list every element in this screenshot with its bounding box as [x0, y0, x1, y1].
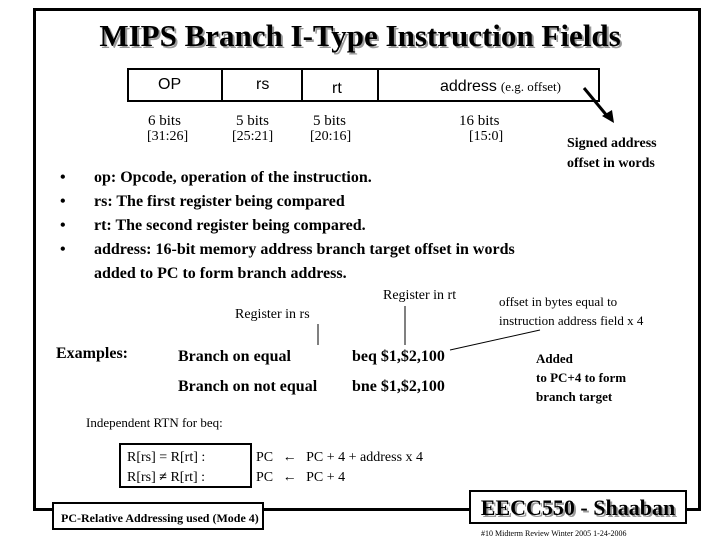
rtn-pc-line2 — [256, 468, 345, 488]
added-note — [536, 349, 626, 406]
added-note-line1: Added — [536, 351, 573, 366]
label-register-rs: Register in rs — [235, 307, 310, 322]
field-address-name: address — [440, 78, 497, 95]
brand-text: EECC550 - Shaaban — [480, 495, 676, 520]
address-offset-note: (e.g. offset) — [500, 79, 561, 94]
rtn-pc-label: PC — [256, 470, 274, 485]
bullet-address-cont: added to PC to form branch address. — [94, 265, 347, 282]
bullet-rs: rs: The first register being compared — [94, 193, 345, 210]
signed-note-line2: offset in words — [567, 156, 655, 171]
assign-arrow-icon: ← — [282, 450, 297, 465]
example-desc-beq: Branch on equal — [178, 348, 291, 365]
added-note-line2: to PC+4 to form — [536, 370, 627, 385]
example-code-bne: bne $1,$2,100 — [352, 378, 445, 395]
example-code-beq: beq $1,$2,100 — [352, 348, 445, 365]
rtn-cond-neq-left: R[rs] — [127, 470, 156, 485]
rtn-cond-neq-right: R[rt] : — [170, 470, 206, 485]
bullet-item: • rs: The first register being compared — [60, 190, 515, 214]
rtn-expr-not-taken: PC + 4 — [306, 470, 346, 485]
field-rt-name: rt — [332, 80, 342, 97]
field-rs-range: [25:21] — [232, 129, 274, 144]
pc-relative-text: PC-Relative Addressing used (Mode 4) — [61, 511, 259, 525]
assign-arrow-icon: ← — [282, 470, 297, 485]
bullet-item: • op: Opcode, operation of the instruction. — [60, 166, 515, 190]
bullet-item: • rt: The second register being compared. — [60, 214, 515, 238]
offset-bytes-line2: instruction address field x 4 — [499, 313, 644, 328]
rtn-pc-label: PC — [256, 450, 274, 465]
rtn-cond-eq: R[rs] = R[rt] : — [127, 450, 206, 465]
field-rs-name: rs — [256, 76, 270, 93]
field-address-bits: 16 bits — [459, 113, 500, 129]
bullet-address: address: 16-bit memory address branch target offset in words — [94, 241, 515, 258]
field-rs-bits: 5 bits — [236, 113, 269, 129]
field-op-bits: 6 bits — [148, 113, 181, 129]
examples-label: Examples: — [56, 345, 128, 362]
pc-relative-note — [52, 502, 264, 530]
rtn-cond-neq — [127, 468, 205, 488]
bullet-op: op: Opcode, operation of the instruction. — [94, 169, 372, 186]
offset-bytes-line1: offset in bytes equal to — [499, 294, 618, 309]
rtn-expr-taken: PC + 4 + address x 4 — [306, 450, 424, 465]
not-equal-icon: ≠ — [159, 470, 167, 485]
footer-text: #10 Midterm Review Winter 2005 1-24-2006 — [481, 529, 627, 538]
field-op-name: OP — [158, 76, 182, 93]
slide-title: MIPS Branch I-Type Instruction Fields — [99, 18, 621, 53]
field-rt-range: [20:16] — [310, 129, 352, 144]
brand-box — [469, 490, 687, 524]
bullet-rt: rt: The second register being compared. — [94, 217, 366, 234]
field-rt-bits: 5 bits — [313, 113, 346, 129]
bullet-item: • address: 16-bit memory address branch target offset in words — [60, 238, 515, 262]
field-op-range: [31:26] — [147, 129, 189, 144]
rtn-heading: Independent RTN for beq: — [86, 415, 223, 430]
rtn-pc-line1 — [256, 448, 423, 468]
example-desc-bne: Branch on not equal — [178, 378, 318, 395]
signed-note-line1: Signed address — [567, 136, 657, 151]
label-register-rt: Register in rt — [383, 288, 457, 303]
field-address-range: [15:0] — [469, 129, 504, 144]
added-note-line3: branch target — [536, 389, 613, 404]
